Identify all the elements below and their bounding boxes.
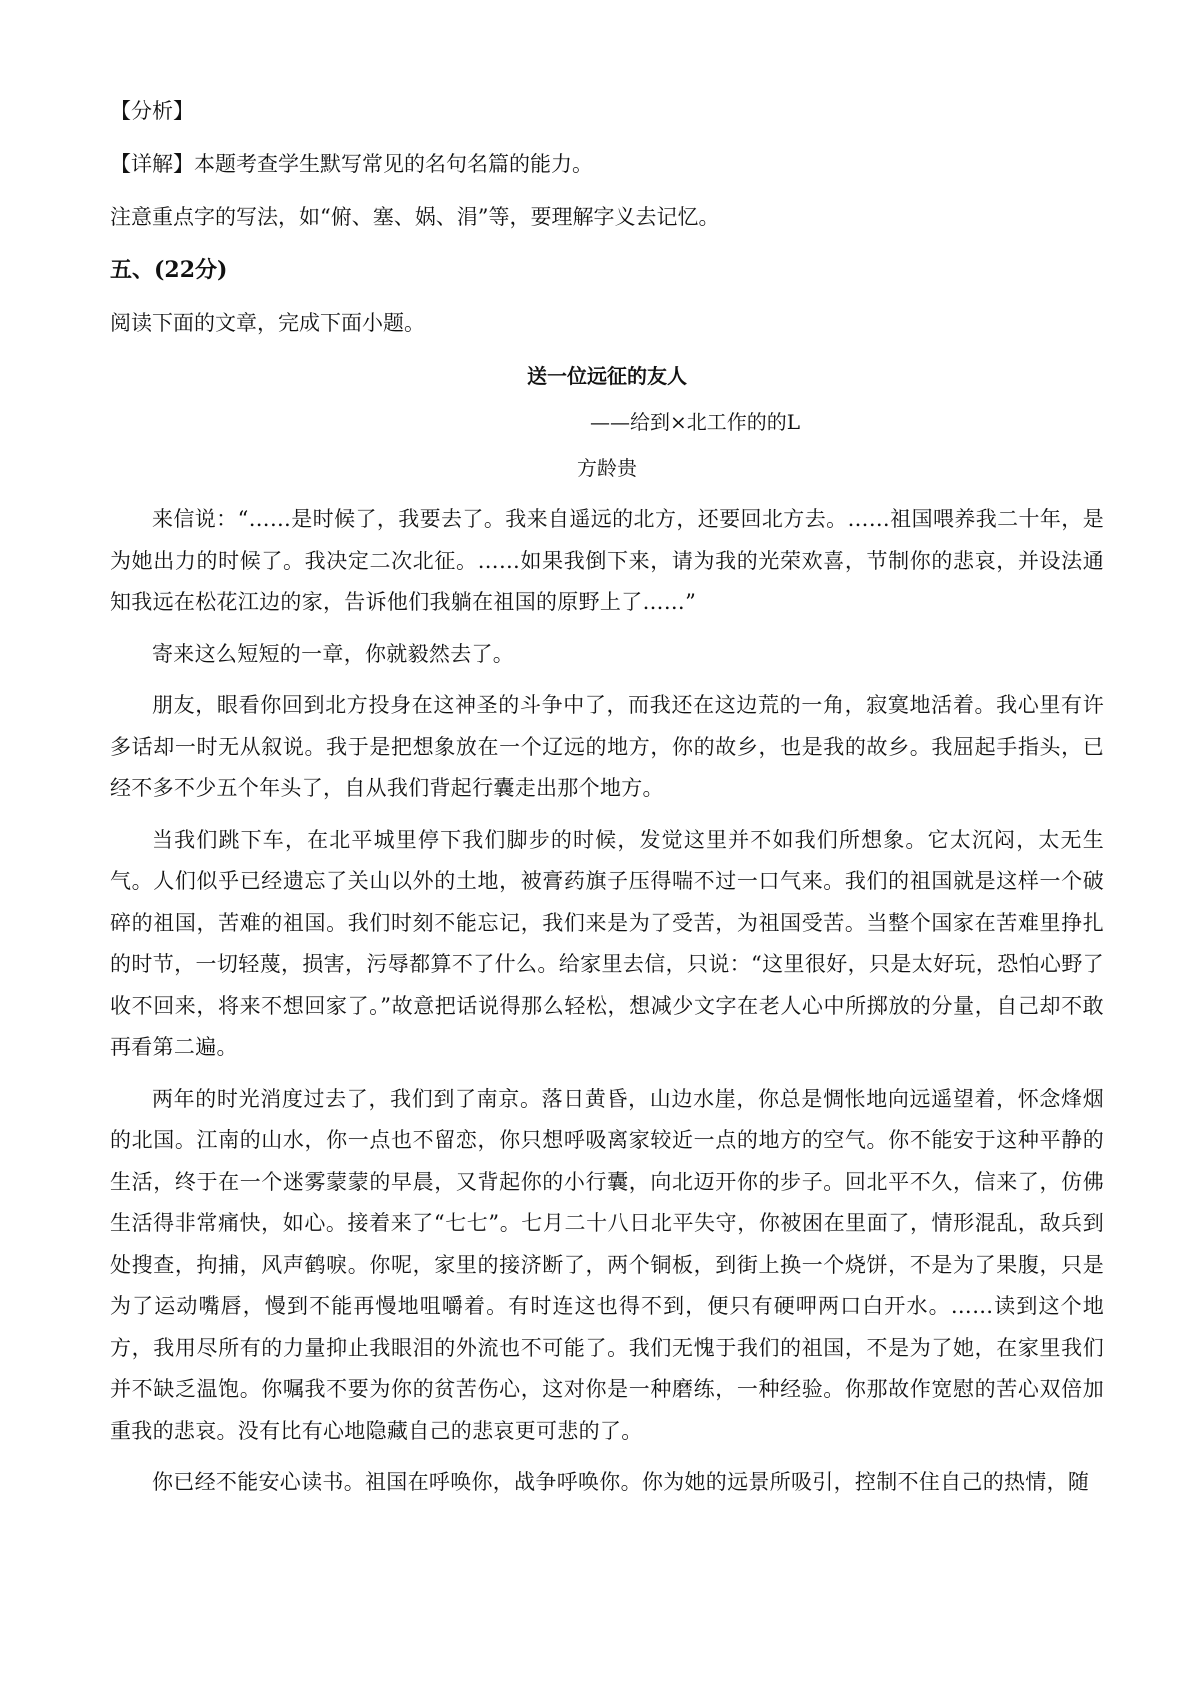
article-paragraph: 两年的时光消度过去了，我们到了南京。落日黄昏，山边水崖，你总是惆怅地向远遥望着，怀念烽烟的北国。江南的山水，你一点也不留恋，你只想呼吸离家较近一点的地方的空气。你不能安于这种平静的生活，终于在一个迷雾蒙蒙的早晨，又背起你的小行囊，向北迈开你的步子。回北平不久，信来了，仿佛生活得非常痛快，如心。接着来了“七七”。七月二十八日北平失守，你被困在里面了，情形混乱，敌兵到处搜查，拘捕，风声鹤唳。你呢，家里的接济断了，两个铜板，到街上换一个烧饼，不是为了果腹，只是为了运动嘴唇，慢到不能再慢地咀嚼着。有时连这也得不到，便只有硬呷两口白开水。……读到这个地方，我用尽所有的力量抑止我眼泪的外流也不可能了。我们无愧于我们的祖国，不是为了她，在家里我们并不缺乏温饱。你嘱我不要为你的贫苦伤心，这对你是一种磨练，一种经验。你那故作宽慰的苦心双倍加重我的悲哀。没有比有心地隐藏自己的悲哀更可悲的了。 [110,1086,1104,1443]
article-subtitle: ——给到×北工作的的L [590,410,801,434]
article-body [110,499,1104,1504]
note-line: 注意重点字的写法，如“俯、塞、娲、涓”等，要理解字义去记忆。 [110,205,720,229]
section-heading: 五、(22分) [110,257,228,283]
article-paragraph: 你已经不能安心读书。祖国在呼唤你，战争呼唤你。你为她的远景所吸引，控制不住自己的热情，随 [152,1470,1090,1494]
article-paragraph: 当我们跳下车，在北平城里停下我们脚步的时候，发觉这里并不如我们所想象。它太沉闷，太无生气。人们似乎已经遗忘了关山以外的土地，被膏药旗子压得喘不过一口气来。我们的祖国就是这样一个破碎的祖国，苦难的祖国。我们时刻不能忘记，我们来是为了受苦，为祖国受苦。当整个国家在苦难里挣扎的时节，一切轻蔑，损害，污辱都算不了什么。给家里去信，只说：“这里很好，只是太好玩，恐怕心野了收不回来，将来不想回家了。”故意把话说得那么轻松，想减少文字在老人心中所掷放的分量，自己却不敢再看第二遍。 [110,827,1104,1059]
analysis-label: 【分析】 [110,99,194,123]
detail-line: 【详解】本题考查学生默写常见的名句名篇的能力。 [110,152,593,176]
article-paragraph: 朋友，眼看你回到北方投身在这神圣的斗争中了，而我还在这边荒的一角，寂寞地活着。我心里有许多话却一时无从叙说。我于是把想象放在一个辽远的地方，你的故乡，也是我的故乡。我屈起手指头，已经不多不少五个年头了，自从我们背起行囊走出那个地方。 [110,693,1104,800]
instruction-line: 阅读下面的文章，完成下面小题。 [110,311,425,335]
article-paragraph: 寄来这么短短的一章，你就毅然去了。 [152,641,515,666]
article-title: 送一位远征的友人 [527,364,687,388]
article-author: 方龄贵 [577,456,637,480]
article-paragraph: 来信说：“……是时候了，我要去了。我来自遥远的北方，还要回北方去。……祖国喂养我二十年，是为她出力的时候了。我决定二次北征。……如果我倒下来，请为我的光荣欢喜，节制你的悲哀，并设法通知我远在松花江边的家，告诉他们我躺在祖国的原野上了……” [110,507,1104,614]
